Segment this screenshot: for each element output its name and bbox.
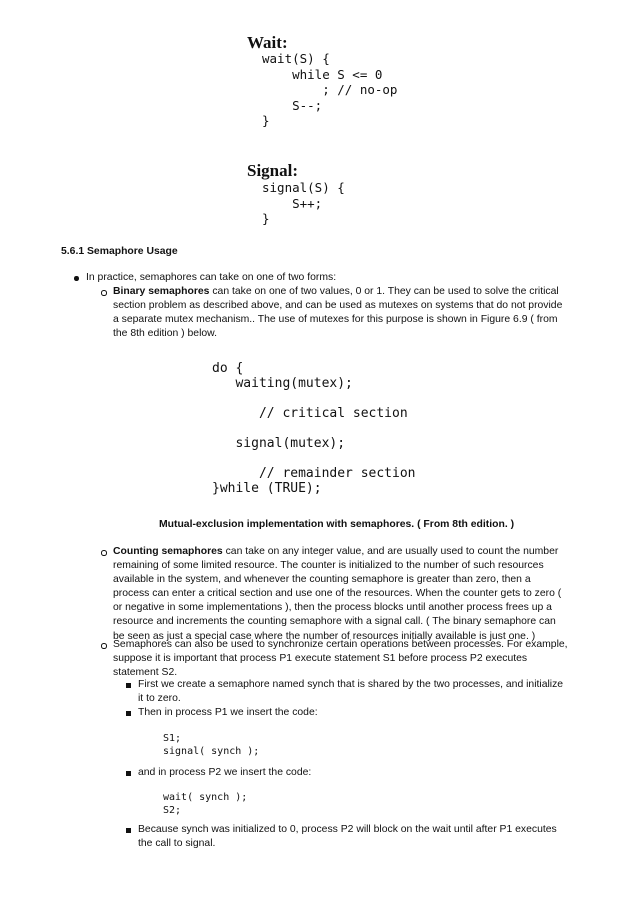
step-4-text: Because synch was initialized to 0, process P2 will block on the wait until after P1 executes the call to signal. — [138, 824, 557, 850]
bullet-square-icon — [126, 828, 131, 833]
wait-heading: Wait: — [247, 33, 288, 52]
step-2-text: Then in process P1 we insert the code: — [138, 707, 318, 718]
figure-caption: Mutual-exclusion implementation with semaphores. ( From 8th edition. ) — [159, 519, 515, 530]
signal-heading: Signal: — [247, 161, 299, 180]
step-2-code: S1; signal( synch ); — [163, 733, 260, 757]
counting-semaphores-paragraph — [113, 545, 569, 644]
signal-code: signal(S) { S++; } — [262, 180, 345, 226]
bullet-square-icon — [126, 711, 131, 716]
wait-code: wait(S) { while S <= 0 ; // no-op S--; } — [262, 51, 398, 128]
step-3-code: wait( synch ); S2; — [163, 792, 248, 816]
bullet-square-icon — [126, 683, 131, 688]
section-title: 5.6.1 Semaphore Usage — [61, 246, 178, 257]
step-1-text: First we create a semaphore named synch that is shared by the two processes, and initialize it to zero. — [138, 679, 564, 705]
binary-semaphores-paragraph — [113, 285, 565, 341]
step-3-text: and in process P2 we insert the code: — [138, 767, 312, 778]
bullet-disc-icon — [74, 276, 79, 281]
mutex-figure-code: do { waiting(mutex); // critical section signal(mutex); // remainder section }while (TRUE); — [212, 361, 416, 496]
sync-paragraph: Semaphores can also be used to synchronize certain operations between processes. For example, suppose it is important that process P1 execute statement S1 before process P2 executes statement S2. — [113, 639, 568, 679]
bullet-square-icon — [126, 771, 131, 776]
bullet-circle-icon — [101, 550, 107, 556]
binary-term: Binary semaphores — [113, 286, 210, 297]
bullet-circle-icon — [101, 290, 107, 296]
intro-text: In practice, semaphores can take on one of two forms: — [86, 272, 337, 283]
counting-term: Counting semaphores — [113, 546, 223, 557]
bullet-circle-icon — [101, 643, 107, 649]
binary-text: can take on one of two values, 0 or 1. They can be used to solve the critical section problem as described above, and can be used as mutexes on systems that do not provide a separate mutex mechanism.. The use of mutexes for this purpose is shown in Figure 6.9 ( from the 8th edition ) below. — [113, 286, 563, 340]
counting-text: can take on any integer value, and are usually used to count the number remaining of some limited resource. The counter is initialized to the number of such resources available in the system, and whenever the counting semaphore is greater than zero, then a process can enter a critical section and use one of the resources. When the counter gets to zero ( or negative in some implementations ), then the process blocks until another process frees up a resource and increments the counting semaphore with a signal call. ( The binary semaphore can be seen as just a special case where the number of resources initially available is just one. ) — [113, 546, 562, 642]
